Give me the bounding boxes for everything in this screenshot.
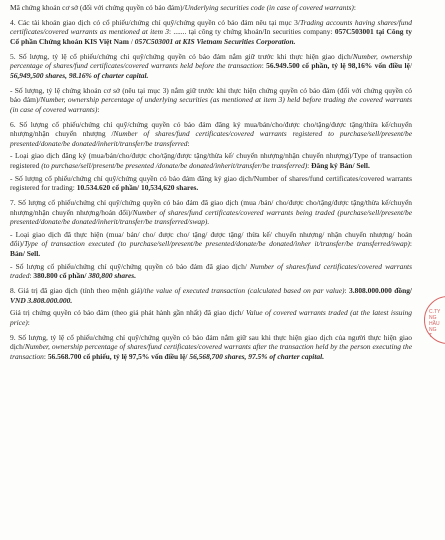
text-run: Number of shares/fund certificates/covered warrants traded bbox=[10, 261, 412, 281]
text-run: 56.949.500 cổ phần, tỷ lệ 98,16% vốn điều lệ bbox=[266, 61, 410, 71]
item-7-executed-type bbox=[10, 230, 412, 259]
text-run: 380,800 shares. bbox=[86, 271, 137, 281]
text-run: - Số lượng cổ phiếu/chứng chỉ quỹ/chứng quyền có bảo đảm đăng ký giao dịch/Number of shares/fund certificates/covered warrants registered for trading: bbox=[10, 173, 412, 193]
stamp-text: C.TY bbox=[429, 309, 441, 315]
disclosure-document bbox=[10, 3, 412, 367]
text-run: : bbox=[97, 104, 100, 114]
text-run: Value of covered warrants traded (at the latest issuing price) bbox=[10, 308, 412, 327]
text-run: - Loại giao dịch đăng ký (mua/bán/cho/được cho/tặng/được tặng/thừa kế/ chuyển nhượng/nhận chuyển nhượng)/Type of transaction registered bbox=[10, 151, 412, 171]
stamp-text: T bbox=[429, 333, 433, 339]
text-run: 380.800 cổ phần/ bbox=[33, 271, 87, 281]
item-7-traded-quantity bbox=[10, 198, 412, 227]
item-8-warrant-value bbox=[10, 308, 412, 327]
item-5-underlying-before bbox=[10, 86, 412, 115]
text-run: : bbox=[344, 285, 350, 295]
text-run: 4. Các tài khoản giao dịch có cổ phiếu/chứng chỉ quỹ/chứng quyền có bảo đảm nêu tại mục 3/ bbox=[10, 17, 300, 27]
item-7-traded-amount bbox=[10, 262, 412, 281]
underlying-code-row bbox=[10, 3, 412, 13]
item-6-transaction-type bbox=[10, 151, 412, 170]
text-run: Trading accounts having shares/fund certificates/covered warrants as mentioned at item 3 bbox=[10, 17, 412, 37]
text-run: : bbox=[307, 161, 312, 171]
stamp-text: NG bbox=[429, 315, 437, 321]
text-run: : bbox=[29, 271, 34, 281]
text-run: : bbox=[187, 138, 190, 148]
text-run: 10.534.620 cổ phần/ 10,534,620 shares. bbox=[76, 183, 199, 193]
text-run: Number, ownership percentage of shares/fund certificates/covered warrants held before the transaction bbox=[10, 51, 412, 71]
item-6-registered-amount bbox=[10, 174, 412, 193]
text-run: : bbox=[261, 61, 267, 71]
text-run: : ....... tại công ty chứng khoán/In securities company: bbox=[168, 27, 335, 37]
text-run: Number of shares/fund certificates/covered warrants registered to purchase/sell/present/be presented/donate/be donated/inherit/transfer/be transferred bbox=[10, 129, 412, 148]
text-run: Type of transaction executed (to purchase/sell/present/be presented/donate/be donated/inher it/transfer/be transferred/swap) bbox=[24, 239, 410, 249]
text-run: 56,568,700 shares, 97.5% of charter capital. bbox=[187, 351, 325, 361]
text-run: Number of shares/fund certificates/covered warrants being traded (purchase/sell/present/be presented/donate/be donated/inherit/transfer/be transferred/swap). bbox=[10, 207, 412, 227]
text-run: : bbox=[43, 351, 48, 361]
item-8-traded-value bbox=[10, 286, 412, 305]
text-run: the value of executed transaction (calculated based on par value) bbox=[144, 285, 345, 295]
item-6-registered-quantity bbox=[10, 120, 412, 149]
item-4-trading-accounts bbox=[10, 18, 412, 47]
company-seal-stamp bbox=[424, 296, 445, 344]
text-run: 6. Số lượng cổ phiếu/chứng chỉ quỹ/chứng quyền có bảo đảm đăng ký mua/bán/cho/được cho/tặng/được tặng/thừa kế/chuyển nhượng/nhận chuyển nhượng / bbox=[10, 119, 412, 139]
text-run: 8. Giá trị đã giao dịch (tính theo mệnh giá)/ bbox=[10, 285, 145, 295]
text-run: 5. Số lượng, tỷ lệ cổ phiếu/chứng chỉ quỹ/chứng quyền có bảo đảm nắm giữ trước khi thực hiện giao dịch/ bbox=[10, 51, 353, 61]
text-run: Mã chứng khoán cơ sở (đối với chứng quyền có bảo đảm)/ bbox=[10, 3, 185, 12]
text-run: (to purchase/sell/present/be presented /donate/be donated/inherit/transfer/be transferred) bbox=[41, 161, 308, 171]
item-5-holdings-before bbox=[10, 52, 412, 81]
text-run: - Số lượng, tỷ lệ chứng khoán cơ sở (nêu tại mục 3) nắm giữ trước khi thực hiện chứng quyền có bảo đảm (đối với chứng quyền có bảo đảm)/ bbox=[10, 85, 412, 105]
text-run: / bbox=[409, 61, 413, 71]
stamp-text: NG bbox=[429, 327, 437, 333]
text-run: - Loại giao dịch đã thực hiện (mua/ bán/ cho/ được cho/ tặng/ được tặng/ thừa kế/ chuyển nhượng/ nhận chuyển nhượng/ hoán đổi)/ bbox=[10, 229, 412, 249]
text-run: Underlying securities code (in case of covered warrants) bbox=[184, 3, 354, 12]
text-run: : bbox=[27, 317, 30, 327]
text-run: / bbox=[128, 36, 135, 46]
text-run: : bbox=[353, 3, 356, 12]
text-run: Number, ownership percentage of underlying securities (as mentioned at item 3) held before trading the covered warrants (in case of covered warrants) bbox=[10, 95, 412, 114]
text-run: 9. Số lượng, tỷ lệ cổ phiếu/chứng chỉ quỹ/chứng quyền có bảo đảm nắm giữ sau khi thực hiện giao dịch của người thực hiện giao dịch/ bbox=[10, 332, 412, 352]
text-run: Đăng ký Bán/ Sell. bbox=[311, 161, 370, 171]
stamp-text: HẦU bbox=[429, 321, 440, 327]
text-run: 057C503001 tại Công ty Cổ phần Chứng khoán KIS Việt Nam bbox=[10, 27, 413, 46]
text-run: 3.808.000.000 đồng/ bbox=[349, 285, 412, 295]
text-run: 56,949,500 shares, 98.16% of charter capital. bbox=[10, 70, 149, 80]
text-run: : bbox=[409, 239, 412, 249]
text-run: 057C503001 at KIS Vietnam Securities Corporation. bbox=[134, 36, 296, 46]
text-run: - Số lượng cổ phiếu/chứng chỉ quỹ/chứng quyền có bảo đảm đã giao dịch/ bbox=[10, 261, 251, 271]
text-run: 7. Số lượng cổ phiếu/chứng chỉ quỹ/chứng quyền có bảo đảm đã giao dịch (mua /bán/ cho/được cho/tặng/được tặng/thừa kế/chuyển nhượng/nhận chuyển nhượng/hoán đổi)/ bbox=[10, 198, 412, 217]
text-run: VND 3.808.000.000. bbox=[10, 295, 73, 305]
text-run: Number, ownership percentage of shares/fund certificates/covered warrants after the transaction held by the person executing the transaction bbox=[10, 342, 412, 361]
text-run: 56.568.700 cổ phiếu, tỷ lệ 97,5% vốn điều lệ/ bbox=[47, 351, 188, 361]
text-run: Bán/ Sell. bbox=[10, 249, 41, 258]
text-run: Giá trị chứng quyền có bảo đảm (theo giá phát hành gần nhất) đã giao dịch/ bbox=[10, 308, 247, 318]
item-9-holdings-after bbox=[10, 333, 412, 362]
